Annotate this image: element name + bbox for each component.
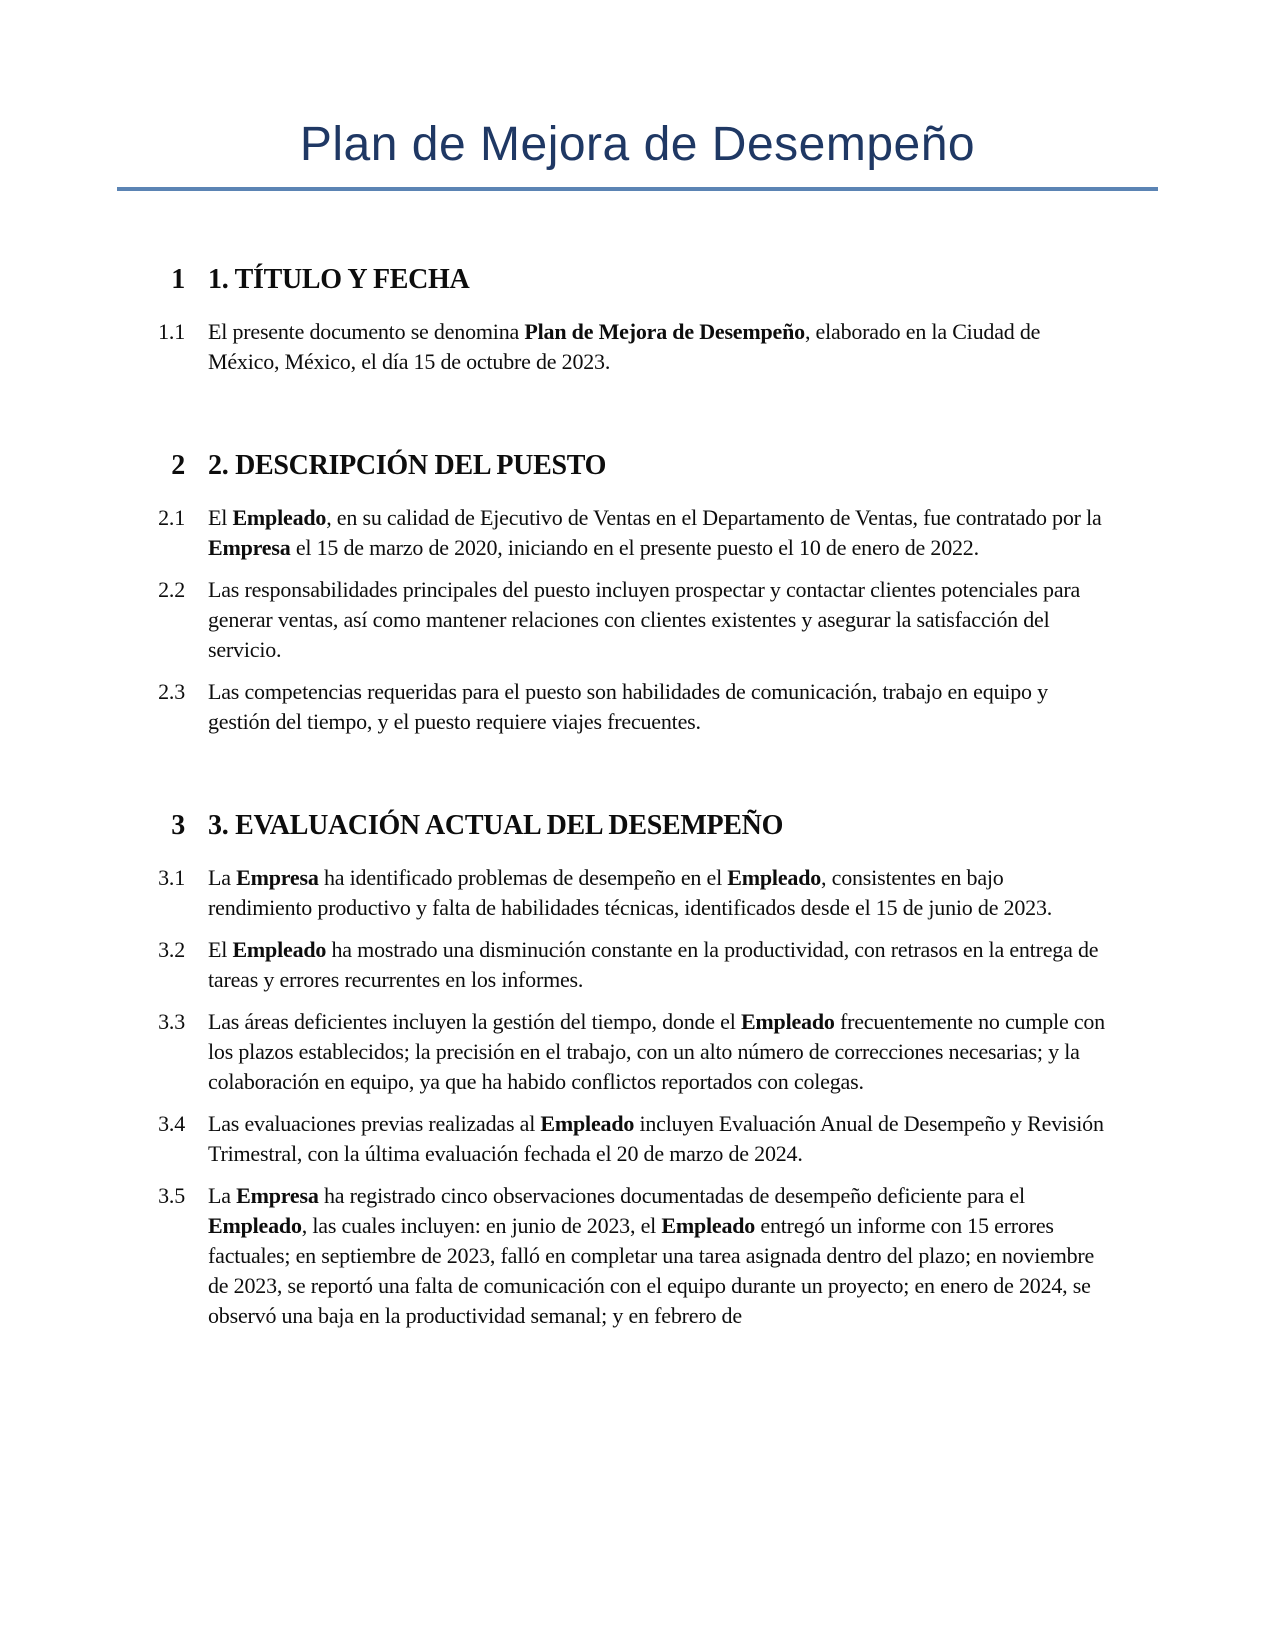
text-run: La	[208, 1183, 237, 1208]
bold-run: Empleado	[232, 937, 327, 962]
text-run: , las cuales incluyen: en junio de 2023, el	[301, 1213, 662, 1238]
clause-2.1	[145, 503, 1155, 563]
document-header	[0, 0, 1275, 191]
clause-3.5	[145, 1181, 1155, 1331]
text-run: , en su calidad de Ejecutivo de Ventas en el Departamento de Ventas, fue contratado por la	[326, 505, 1102, 530]
text-run: frecuentemente no cumple con los plazos establecidos; la precisión en el trabajo, con un alto número de correcciones necesarias; y la colaboración en equipo, ya que ha habido conflictos reportados con colegas.	[208, 1009, 1105, 1094]
clause-text	[208, 1007, 1108, 1097]
clause-text	[208, 1181, 1108, 1331]
clause-number: 3.1	[158, 865, 185, 890]
bold-run: Empleado	[208, 1213, 302, 1238]
text-run: , elaborado en la Ciudad de México, México, el día 15 de octubre de 2023.	[208, 319, 1041, 374]
text-run: El	[208, 505, 233, 530]
text-run: incluyen Evaluación Anual de Desempeño y Revisión Trimestral, con la última evaluación fechada el 20 de marzo de 2024.	[208, 1111, 1104, 1166]
section-number: 2	[171, 450, 185, 481]
clause-1.1	[145, 317, 1155, 377]
title-rule	[117, 187, 1158, 191]
section-heading	[145, 263, 1155, 297]
section-heading	[145, 809, 1155, 843]
clause-text	[208, 503, 1108, 563]
text-run: La	[208, 865, 237, 890]
text-run: El	[208, 937, 233, 962]
text-run: Las responsabilidades principales del puesto incluyen prospectar y contactar clientes potenciales para generar ventas, así como mantener relaciones con clientes existentes y asegurar la satisfacción del servicio.	[208, 577, 1081, 662]
clause-number: 3.4	[158, 1111, 185, 1136]
clause-number: 3.5	[158, 1183, 185, 1208]
clause-number: 1.1	[158, 319, 185, 344]
clause-text	[208, 1109, 1108, 1169]
text-run: ha identificado problemas de desempeño en el	[318, 865, 728, 890]
clause-2.2	[145, 575, 1155, 665]
section-number: 3	[171, 810, 185, 841]
clause-number: 2.2	[158, 577, 185, 602]
page-title: Plan de Mejora de Desempeño	[299, 118, 976, 171]
clause-number: 2.1	[158, 505, 185, 530]
bold-run: Empleado	[661, 1213, 756, 1238]
clause-number: 2.3	[158, 679, 185, 704]
clause-3.3	[145, 1007, 1155, 1097]
text-run: Las áreas deficientes incluyen la gestión del tiempo, donde el	[208, 1009, 741, 1034]
text-run: ha registrado cinco observaciones documentadas de desempeño deficiente para el	[318, 1183, 1025, 1208]
section-heading-text: 1. TÍTULO Y FECHA	[208, 264, 470, 295]
clause-text	[208, 317, 1108, 377]
clause-3.1	[145, 863, 1155, 923]
text-run: , consistentes en bajo rendimiento productivo y falta de habilidades técnicas, identificados desde el 15 de junio de 2023.	[208, 865, 1053, 920]
clause-text	[208, 677, 1108, 737]
bold-run: Plan de Mejora de Desempeño	[524, 319, 805, 344]
bold-run: Empleado	[727, 865, 822, 890]
clause-number: 3.3	[158, 1009, 185, 1034]
section-1	[145, 263, 1155, 377]
text-run: Las competencias requeridas para el puesto son habilidades de comunicación, trabajo en equipo y gestión del tiempo, y el puesto requiere viajes frecuentes.	[208, 679, 1048, 734]
clause-number: 3.2	[158, 937, 185, 962]
section-heading-text: 3. EVALUACIÓN ACTUAL DEL DESEMPEÑO	[208, 810, 784, 841]
text-run: El presente documento se denomina	[208, 319, 525, 344]
bold-run: Empleado	[232, 505, 327, 530]
clause-3.2	[145, 935, 1155, 995]
clause-3.4	[145, 1109, 1155, 1169]
bold-run: Empleado	[540, 1111, 635, 1136]
section-heading	[145, 449, 1155, 483]
bold-run: Empresa	[236, 1183, 319, 1208]
section-number: 1	[171, 264, 185, 295]
section-3	[145, 809, 1155, 1331]
text-run: ha mostrado una disminución constante en la productividad, con retrasos en la entrega de tareas y errores recurrentes en los informes.	[208, 937, 1099, 992]
clause-text	[208, 575, 1108, 665]
section-heading-text: 2. DESCRIPCIÓN DEL PUESTO	[208, 450, 607, 481]
document-body	[145, 263, 1155, 1331]
section-2	[145, 449, 1155, 737]
bold-run: Empresa	[208, 535, 291, 560]
bold-run: Empresa	[236, 865, 319, 890]
text-run: el 15 de marzo de 2020, iniciando en el presente puesto el 10 de enero de 2022.	[290, 535, 979, 560]
text-run: entregó un informe con 15 errores factuales; en septiembre de 2023, falló en completar una tarea asignada dentro del plazo; en noviembre de 2023, se reportó una falta de comunicación con el equipo durante un proyecto; en enero de 2024, se observó una baja en la productividad semanal; y en febrero de	[208, 1213, 1095, 1328]
text-run: Las evaluaciones previas realizadas al	[208, 1111, 541, 1136]
bold-run: Empleado	[740, 1009, 835, 1034]
clause-text	[208, 863, 1108, 923]
clause-2.3	[145, 677, 1155, 737]
clause-text	[208, 935, 1108, 995]
